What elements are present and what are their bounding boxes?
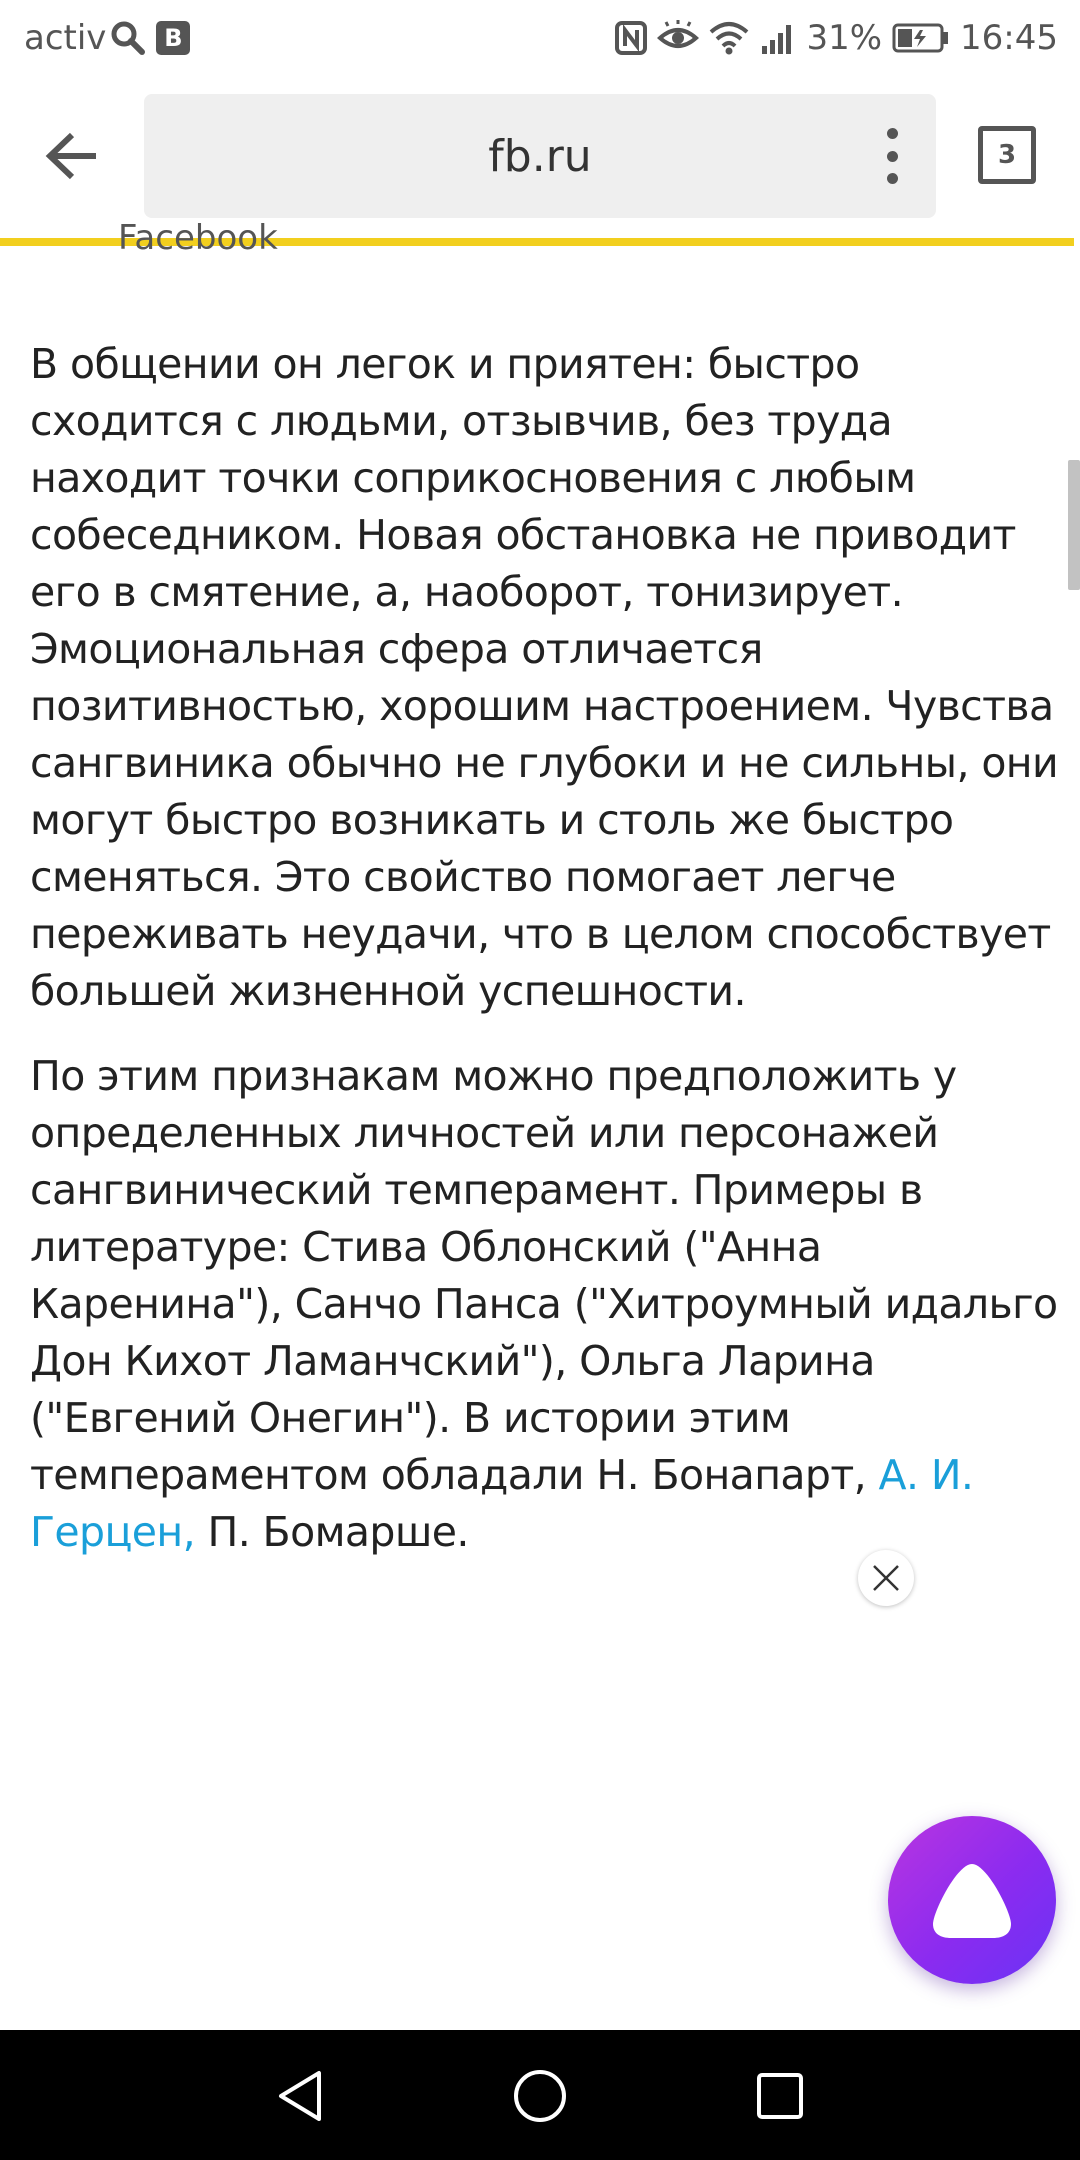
article-paragraph-2 xyxy=(30,1048,1060,1561)
scrollbar-thumb[interactable] xyxy=(1068,460,1080,590)
article-paragraph-1: В общении он легок и приятен: быстро сходится с людьми, отзывчив, без труда находит точки соприкосновения с любым собеседником. Новая обстановка не приводит его в смятение, а, наоборот, тонизирует. Эмоциональная сфера отличается позитивностью, хорошим настроением. Чувства сангвиника обычно не глубоки и не сильны, они могут быстро возникать и столь же быстро сменяться. Это свойство помогает легче переживать неудачи, что в целом способствует большей жизненной успешности. xyxy=(30,340,1059,1015)
signal-icon xyxy=(760,20,796,56)
tabs-count-button[interactable]: 3 xyxy=(978,126,1036,184)
status-right xyxy=(614,12,1058,64)
menu-dot xyxy=(887,128,898,139)
eye-icon xyxy=(658,20,698,56)
home-circle-icon xyxy=(512,2068,568,2124)
back-triangle-icon xyxy=(275,2069,325,2123)
menu-dot xyxy=(887,151,898,162)
wifi-icon xyxy=(708,20,750,56)
recents-square-icon xyxy=(755,2071,805,2121)
nfc-icon xyxy=(614,20,648,56)
status-left xyxy=(24,12,190,64)
battery-percent: 31% xyxy=(806,18,883,58)
back-arrow-icon xyxy=(44,131,100,181)
url-text: fb.ru xyxy=(488,130,592,182)
close-icon xyxy=(871,1563,901,1593)
more-vert-icon[interactable] xyxy=(872,124,912,188)
nav-recents-button[interactable] xyxy=(750,2066,810,2126)
status-bar xyxy=(0,0,1080,76)
article-text xyxy=(30,336,1060,1589)
menu-dot xyxy=(887,173,898,184)
paragraph-2-tail: П. Бомарше. xyxy=(195,1508,469,1556)
back-button[interactable] xyxy=(30,114,114,198)
search-icon xyxy=(108,18,148,58)
battery-icon xyxy=(892,22,950,54)
voice-assistant-button[interactable] xyxy=(888,1816,1056,1984)
page-content[interactable] xyxy=(0,218,1080,2030)
address-bar[interactable] xyxy=(144,94,936,218)
paragraph-2-text: По этим признакам можно предположить у определенных личностей или персонажей сангвинический темперамент. Примеры в литературе: Стива Облонский ("Анна Каренина"), Санчо Панса ("Хитроумный идальго Дон Кихот Ламанчский"), Ольга Ларина ("Евгений Онегин"). В истории этим темпераментом обладали Н. Бонапарт, xyxy=(30,1052,1058,1499)
close-ad-button[interactable] xyxy=(858,1550,914,1606)
cut-off-caption: Facebook xyxy=(118,218,278,258)
b-app-icon: B xyxy=(156,21,190,55)
status-app-name: activ xyxy=(24,18,107,58)
nav-back-button[interactable] xyxy=(270,2066,330,2126)
status-time: 16:45 xyxy=(960,18,1058,58)
nav-home-button[interactable] xyxy=(510,2066,570,2126)
herzen-link[interactable]: А. И. Герцен, xyxy=(30,1451,974,1556)
system-nav-bar xyxy=(0,2030,1080,2160)
assistant-icon xyxy=(929,1860,1015,1940)
